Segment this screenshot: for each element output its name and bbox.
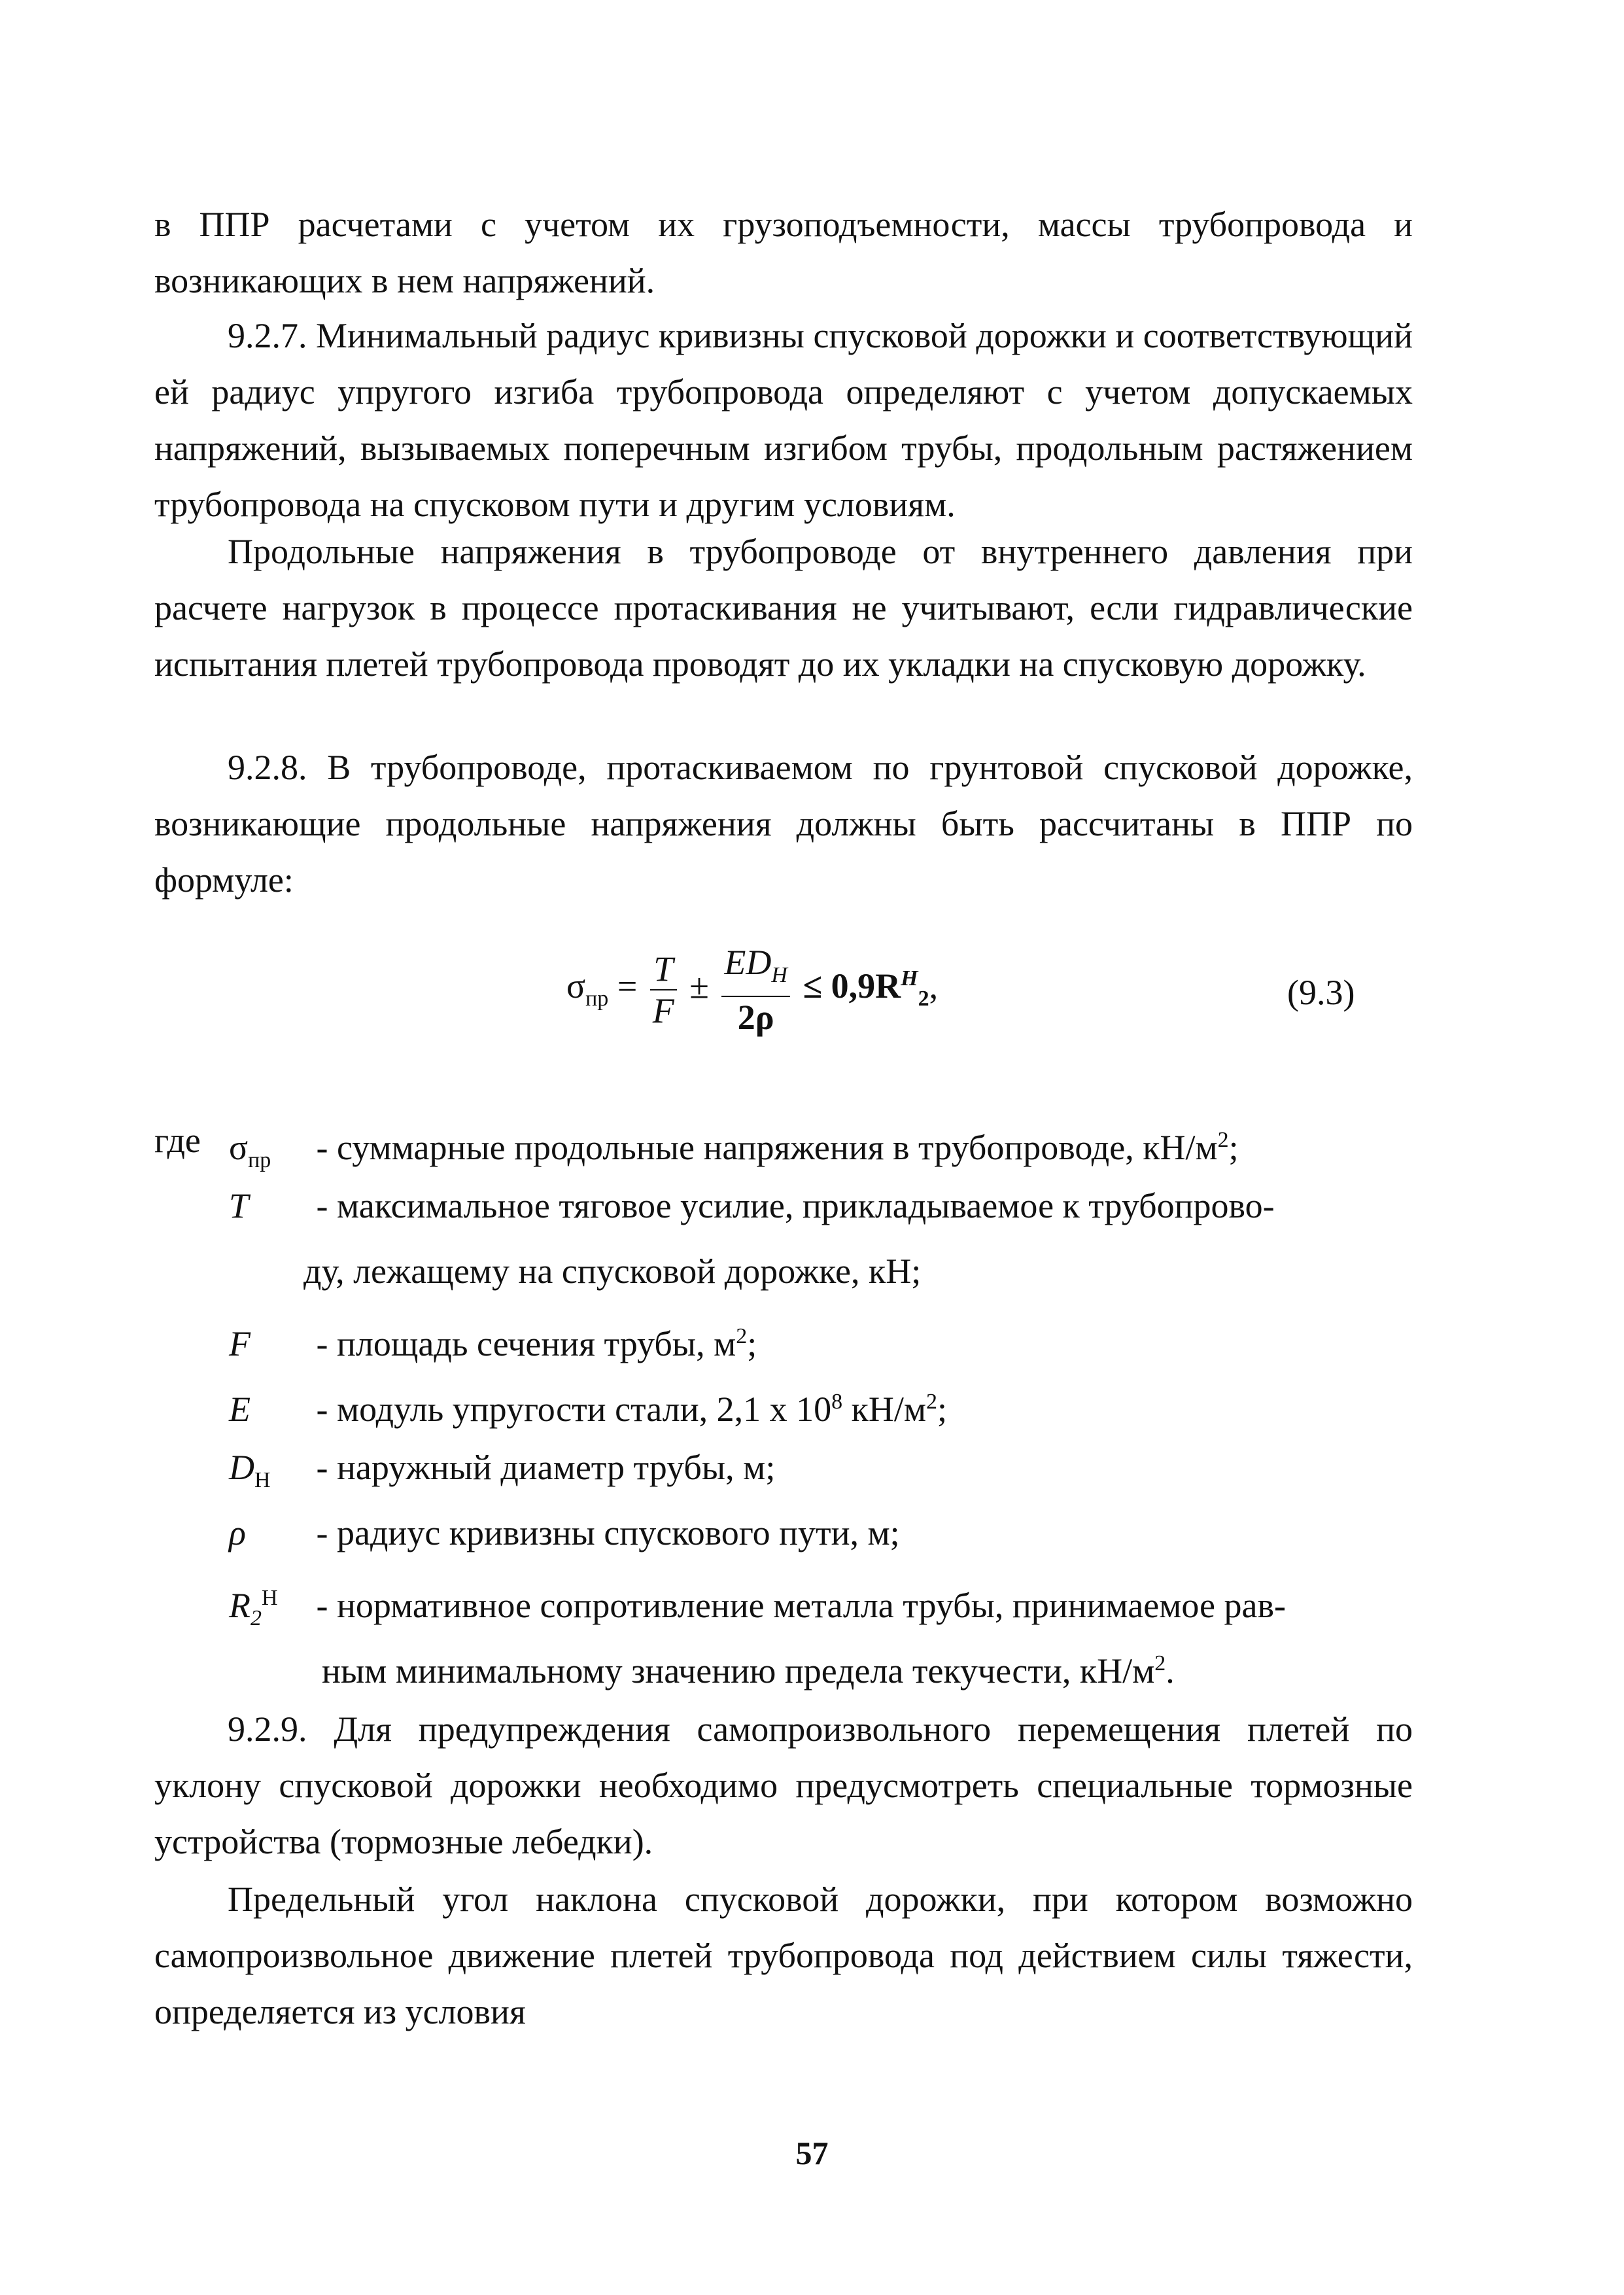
paragraph-9-2-9: 9.2.9. Для предупреждения самопроизвольного перемещения плетей по уклону спусковой дорожки необходимо предусмотреть специальные тормозные устройства (тормозные лебедки). — [154, 1709, 1413, 1861]
paragraph-limit-angle: Предельный угол наклона спусковой дорожки, при котором возможно самопроизвольное движение плетей трубопровода под действием силы тяжести, определяется из условия — [154, 1880, 1413, 2031]
paragraph-longitudinal-stress: Продольные напряжения в трубопроводе от внутреннего давления при расчете нагрузок в процессе протаскивания не учитывают, если гидравлические испытания плетей трубопровода проводят до их укладки на спусковую дорожку. — [154, 532, 1413, 684]
definition-sigma: $\sigma_{пр}$ - суммарные продольные напряжения в трубопроводе, $кН/м^2$; — [229, 1128, 1239, 1172]
fraction-ed-over-2rho: $\frac{ED_H}{2\rho}$ — [721, 942, 790, 1038]
formula-bound: ≤ $0,9R^H_2$ — [803, 966, 929, 1011]
fraction-t-over-f: $\frac{T}{F}$ — [650, 949, 677, 1031]
formula-lhs: $\sigma_{пр}$ — [566, 966, 609, 1011]
page-number: 57 — [795, 2135, 829, 2171]
definition-e: E - модуль упругости стали, 2,1 х $10^8$ $кН/м^2$; — [229, 1390, 948, 1429]
plus-minus-sign: ± — [689, 966, 709, 1006]
definition-r2-continuation: ным минимальному значению предела текучести, $кН/м^2$. — [322, 1651, 1175, 1691]
formula-9-3 — [0, 942, 1624, 1060]
equation-number: (9.3) — [1287, 973, 1355, 1012]
definition-d: $D_Н$ - наружный диаметр трубы, м; — [229, 1448, 776, 1492]
paragraph-9-2-7: 9.2.7. Минимальный радиус кривизны спусковой дорожки и соответствующий ей радиус упругого изгиба трубопровода определяют с учетом допускаемых напряжений, вызываемых поперечным изгибом трубы, продольным растяжением трубопровода на спусковом пути и другим условиям. — [154, 316, 1413, 524]
definition-t: T - максимальное тяговое усилие, прикладываемое к трубопрово- — [229, 1186, 1275, 1225]
paragraph-9-2-8: 9.2.8. В трубопроводе, протаскиваемом по грунтовой спусковой дорожке, возникающие продольные напряжения должны быть рассчитаны в ППР по формуле: — [154, 748, 1413, 900]
paragraph-continuation: в ППР расчетами с учетом их грузоподъемности, массы трубопровода и возникающих в нем напряжений. — [154, 205, 1413, 300]
definition-rho: ρ - радиус кривизны спускового пути, м; — [229, 1513, 900, 1552]
definition-t-continuation: ду, лежащему на спусковой дорожке, кН; — [303, 1252, 922, 1291]
formula-body: $\sigma_{пр}$ = $\frac{T}{F}$ ± $\frac{ED_H}{2\rho}$ ≤ $0,9R^H_2$, — [566, 943, 939, 1037]
equals-sign: = — [617, 966, 638, 1006]
definition-f: F - площадь сечения трубы, $м^2$; — [229, 1324, 757, 1363]
definition-r2: $R_2^Н$ - нормативное сопротивление металла трубы, принимаемое рав- — [229, 1586, 1286, 1630]
where-label: где — [154, 1121, 201, 1160]
